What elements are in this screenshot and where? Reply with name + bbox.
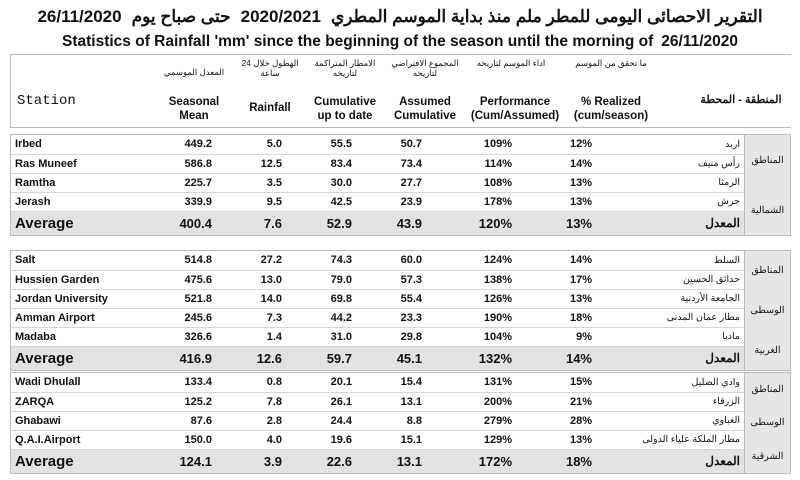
performance: 178%	[426, 192, 516, 211]
cumulative: 74.3	[286, 251, 356, 270]
col-rain-ar: الهطول خلال 24 ساعة	[241, 58, 299, 78]
assumed-cumulative: 15.1	[356, 430, 426, 449]
station-name: Average	[11, 211, 141, 235]
assumed-cumulative: 23.9	[356, 192, 426, 211]
title-ar-season: 2020/2021	[240, 7, 321, 26]
table-row	[11, 327, 744, 346]
col-rain-en: Rainfall	[249, 102, 291, 114]
average-row	[11, 211, 744, 235]
realized: 13%	[516, 173, 596, 192]
performance: 104%	[426, 327, 516, 346]
performance: 279%	[426, 411, 516, 430]
station-name-ar: الزرقاء	[596, 392, 744, 411]
cumulative: 30.0	[286, 173, 356, 192]
region-label-word: الشرقية	[751, 450, 784, 462]
station-name-ar: رأس منيف	[596, 154, 744, 173]
table-row	[11, 173, 744, 192]
title-en-text: Statistics of Rainfall 'mm' since the beginning of the season until the morning of	[62, 33, 654, 50]
table-row	[11, 135, 744, 154]
seasonal-mean: 416.9	[141, 346, 216, 370]
seasonal-mean: 521.8	[141, 289, 216, 308]
station-name: Wadi Dhulall	[11, 373, 141, 392]
station-name: Q.A.I.Airport	[11, 430, 141, 449]
realized: 21%	[516, 392, 596, 411]
realized: 13%	[516, 192, 596, 211]
cumulative: 22.6	[286, 449, 356, 473]
performance: 108%	[426, 173, 516, 192]
station-name: Ras Muneef	[11, 154, 141, 173]
assumed-cumulative: 43.9	[356, 211, 426, 235]
realized: 13%	[516, 289, 596, 308]
station-name: Salt	[11, 251, 141, 270]
table-row	[11, 251, 744, 270]
region-label-word: الوسطى	[750, 304, 785, 316]
assumed-cumulative: 15.4	[356, 373, 426, 392]
col-cum-ar: الامطار المتراكمة لتاريخه	[314, 58, 376, 78]
average-row	[11, 449, 744, 473]
rainfall-24h: 7.8	[216, 392, 286, 411]
region-label-word: المناطق	[751, 384, 784, 396]
average-row	[11, 346, 744, 370]
seasonal-mean: 124.1	[141, 449, 216, 473]
realized: 14%	[516, 154, 596, 173]
rainfall-24h: 3.5	[216, 173, 286, 192]
col-region-ar: المنطقة - المحطة	[700, 94, 782, 106]
realized: 9%	[516, 327, 596, 346]
assumed-cumulative: 27.7	[356, 173, 426, 192]
title-ar-text: التقرير الاحصائى اليومى للمطر ملم منذ بداية الموسم المطري	[330, 7, 763, 26]
rainfall-24h: 9.5	[216, 192, 286, 211]
assumed-cumulative: 60.0	[356, 251, 426, 270]
assumed-cumulative: 29.8	[356, 327, 426, 346]
assumed-cumulative: 23.3	[356, 308, 426, 327]
assumed-cumulative: 13.1	[356, 449, 426, 473]
realized: 28%	[516, 411, 596, 430]
station-name-ar: جرش	[596, 192, 744, 211]
assumed-cumulative: 50.7	[356, 135, 426, 154]
station-name: Jerash	[11, 192, 141, 211]
station-name-ar: الغباوي	[596, 411, 744, 430]
col-real-en: % Realized (cum/season)	[573, 96, 649, 122]
realized: 12%	[516, 135, 596, 154]
rainfall-24h: 7.6	[216, 211, 286, 235]
cumulative: 20.1	[286, 373, 356, 392]
seasonal-mean: 225.7	[141, 173, 216, 192]
realized: 15%	[516, 373, 596, 392]
table-row	[11, 308, 744, 327]
performance: 124%	[426, 251, 516, 270]
region-label-word: المناطق	[751, 154, 784, 166]
performance: 126%	[426, 289, 516, 308]
region-label-word: الوسطى	[750, 417, 785, 429]
station-name-ar: مطار الملكة علياء الدولى	[596, 430, 744, 449]
col-seasonal-ar: المعدل الموسمي	[163, 67, 225, 77]
station-name-ar: المعدل	[596, 211, 744, 235]
station-name: Ghabawi	[11, 411, 141, 430]
rainfall-24h: 1.4	[216, 327, 286, 346]
cumulative: 69.8	[286, 289, 356, 308]
cumulative: 52.9	[286, 211, 356, 235]
performance: 200%	[426, 392, 516, 411]
cumulative: 19.6	[286, 430, 356, 449]
rainfall-24h: 2.8	[216, 411, 286, 430]
station-name-ar: الرمثا	[596, 173, 744, 192]
seasonal-mean: 514.8	[141, 251, 216, 270]
cumulative: 44.2	[286, 308, 356, 327]
region-label-word: الشمالية	[750, 204, 785, 216]
col-assumed-en: Assumed Cumulative	[394, 96, 456, 122]
realized: 18%	[516, 308, 596, 327]
seasonal-mean: 245.6	[141, 308, 216, 327]
assumed-cumulative: 13.1	[356, 392, 426, 411]
col-real-ar: ما تحقق من الموسم	[575, 58, 647, 68]
region-label	[744, 251, 790, 370]
realized: 18%	[516, 449, 596, 473]
seasonal-mean: 326.6	[141, 327, 216, 346]
region-label-word: المناطق	[751, 265, 784, 277]
rainfall-24h: 3.9	[216, 449, 286, 473]
table-header	[10, 54, 791, 128]
station-name: Average	[11, 449, 141, 473]
assumed-cumulative: 57.3	[356, 270, 426, 289]
performance: 138%	[426, 270, 516, 289]
region-block-central-west	[10, 250, 791, 371]
realized: 13%	[516, 430, 596, 449]
seasonal-mean: 87.6	[141, 411, 216, 430]
rainfall-24h: 4.0	[216, 430, 286, 449]
assumed-cumulative: 8.8	[356, 411, 426, 430]
table-row	[11, 411, 744, 430]
seasonal-mean: 449.2	[141, 135, 216, 154]
assumed-cumulative: 73.4	[356, 154, 426, 173]
col-assumed-ar: المجموع الافتراضي لتاريخه	[391, 58, 459, 78]
table-row	[11, 373, 744, 392]
performance: 131%	[426, 373, 516, 392]
rainfall-24h: 0.8	[216, 373, 286, 392]
region-block-north	[10, 134, 791, 236]
realized: 14%	[516, 346, 596, 370]
performance: 109%	[426, 135, 516, 154]
rainfall-24h: 13.0	[216, 270, 286, 289]
region-label-word: الغربية	[754, 344, 781, 356]
region-label	[744, 135, 790, 235]
seasonal-mean: 125.2	[141, 392, 216, 411]
cumulative: 83.4	[286, 154, 356, 173]
rainfall-24h: 7.3	[216, 308, 286, 327]
cumulative: 24.4	[286, 411, 356, 430]
title-english	[0, 32, 800, 52]
rainfall-24h: 12.5	[216, 154, 286, 173]
table-row	[11, 192, 744, 211]
station-name-ar: السلط	[596, 251, 744, 270]
realized: 13%	[516, 211, 596, 235]
table-row	[11, 392, 744, 411]
title-en-date: 26/11/2020	[661, 33, 738, 50]
assumed-cumulative: 45.1	[356, 346, 426, 370]
station-name: ZARQA	[11, 392, 141, 411]
table-row	[11, 289, 744, 308]
rainfall-24h: 14.0	[216, 289, 286, 308]
station-name-ar: حدائق الحسين	[596, 270, 744, 289]
seasonal-mean: 339.9	[141, 192, 216, 211]
performance: 172%	[426, 449, 516, 473]
cumulative: 31.0	[286, 327, 356, 346]
col-cum-en: Cumulative up to date	[314, 96, 376, 122]
title-arabic	[0, 6, 800, 28]
station-name-ar: اربد	[596, 135, 744, 154]
cumulative: 55.5	[286, 135, 356, 154]
station-name: Average	[11, 346, 141, 370]
station-name: Ramtha	[11, 173, 141, 192]
table-row	[11, 430, 744, 449]
col-perf-ar: اداء الموسم لتاريخه	[476, 58, 546, 68]
title-ar-date: 26/11/2020	[37, 7, 122, 26]
station-name-ar: مادبا	[596, 327, 744, 346]
region-label	[744, 373, 790, 473]
seasonal-mean: 586.8	[141, 154, 216, 173]
station-name: Madaba	[11, 327, 141, 346]
performance: 120%	[426, 211, 516, 235]
station-name-ar: المعدل	[596, 449, 744, 473]
rainfall-24h: 5.0	[216, 135, 286, 154]
station-name: Irbed	[11, 135, 141, 154]
col-station: Station	[17, 93, 76, 109]
station-name-ar: المعدل	[596, 346, 744, 370]
performance: 114%	[426, 154, 516, 173]
table-row	[11, 154, 744, 173]
col-seasonal-en: Seasonal Mean	[168, 96, 220, 122]
performance: 129%	[426, 430, 516, 449]
station-name-ar: الجامعة الأردنية	[596, 289, 744, 308]
station-name-ar: وادي الضليل	[596, 373, 744, 392]
cumulative: 42.5	[286, 192, 356, 211]
performance: 190%	[426, 308, 516, 327]
seasonal-mean: 475.6	[141, 270, 216, 289]
rainfall-24h: 27.2	[216, 251, 286, 270]
table-row	[11, 270, 744, 289]
realized: 17%	[516, 270, 596, 289]
station-name: Jordan University	[11, 289, 141, 308]
cumulative: 79.0	[286, 270, 356, 289]
title-ar-until: حتى صباح يوم	[131, 7, 231, 26]
cumulative: 26.1	[286, 392, 356, 411]
rainfall-24h: 12.6	[216, 346, 286, 370]
col-perf-en: Performance (Cum/Assumed)	[470, 96, 560, 122]
seasonal-mean: 150.0	[141, 430, 216, 449]
performance: 132%	[426, 346, 516, 370]
seasonal-mean: 133.4	[141, 373, 216, 392]
assumed-cumulative: 55.4	[356, 289, 426, 308]
seasonal-mean: 400.4	[141, 211, 216, 235]
region-block-central-east	[10, 372, 791, 474]
station-name-ar: مطار عمان المدنى	[596, 308, 744, 327]
station-name: Amman Airport	[11, 308, 141, 327]
realized: 14%	[516, 251, 596, 270]
station-name: Hussien Garden	[11, 270, 141, 289]
cumulative: 59.7	[286, 346, 356, 370]
